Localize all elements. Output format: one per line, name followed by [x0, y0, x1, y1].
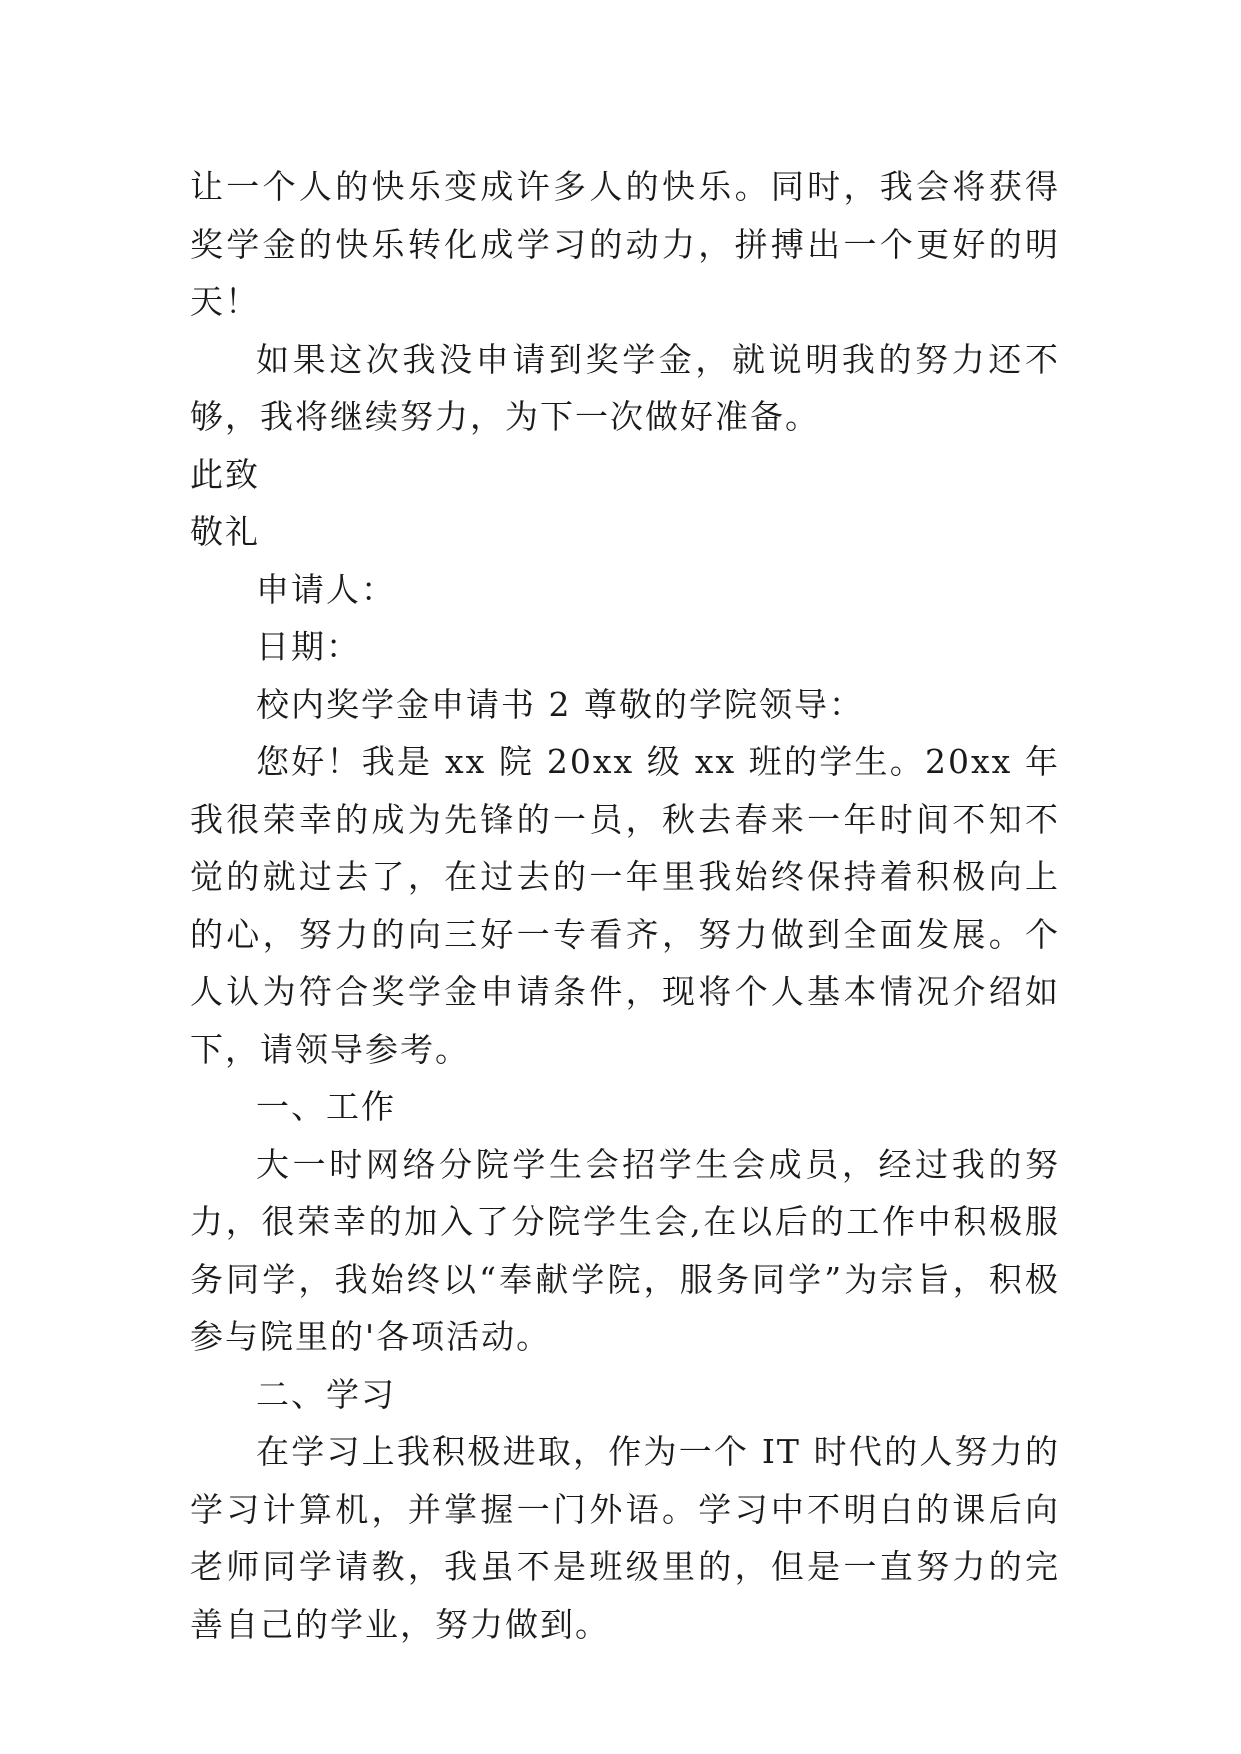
document-body	[190, 158, 1060, 1653]
paragraph: 大一时网络分院学生会招学生会成员，经过我的努力，很荣幸的加入了分院学生会,在以后的工作中积极服务同学，我始终以“奉献学院，服务同学”为宗旨，积极参与院里的'各项活动。	[190, 1144, 1060, 1356]
applicant-label: 申请人：	[256, 569, 396, 609]
paragraph: 在学习上我积极进取，作为一个 IT 时代的人努力的学习计算机，并掌握一门外语。学习中不明白的课后向老师同学请教，我虽不是班级里的，但是一直努力的完善自己的学业，努力做到。	[190, 1432, 1060, 1644]
date-label: 日期：	[256, 627, 361, 666]
closing-regards: 敬礼	[190, 512, 260, 551]
section-title-greeting: 校内奖学金申请书 2 尊敬的学院领导：	[256, 684, 864, 724]
paragraph-continuation: 让一个人的快乐变成许多人的快乐。同时，我会将获得奖学金的快乐转化成学习的动力，拼搏出一个更好的明天！	[190, 167, 1060, 321]
closing-salutation: 此致	[190, 454, 260, 494]
paragraph: 您好！我是 xx 院 20xx 级 xx 班的学生。20xx 年我很荣幸的成为先锋的一员，秋去春来一年时间不知不觉的就过去了，在过去的一年里我始终保持着积极向上的心，努力的向三好一专看齐，努力做到全面发展。个人认为符合奖学金申请条件，现将个人基本情况介绍如下，请领导参考。	[190, 742, 1060, 1069]
section-heading-study: 二、学习	[256, 1374, 396, 1414]
paragraph: 如果这次我没申请到奖学金，就说明我的努力还不够，我将继续努力，为下一次做好准备。	[190, 339, 1060, 436]
section-heading-work: 一、工作	[256, 1087, 396, 1126]
